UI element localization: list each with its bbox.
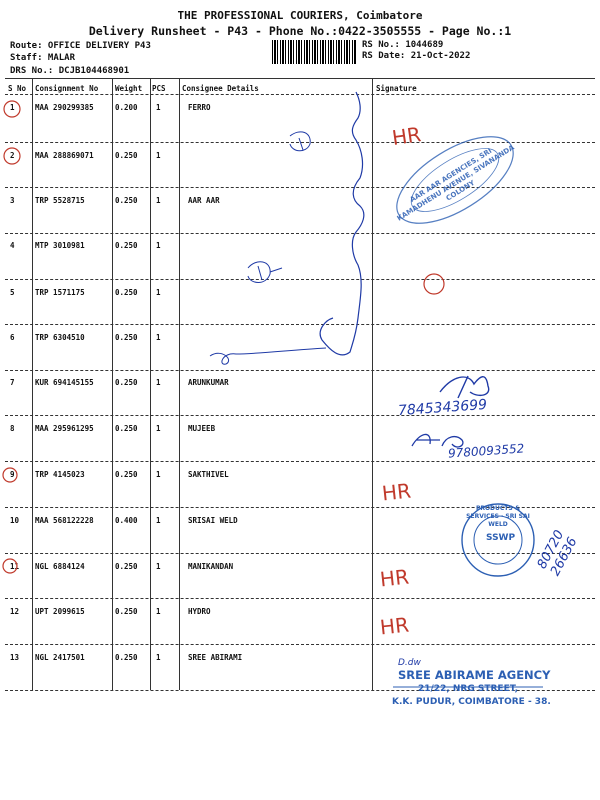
row-consignment: NGL 2417501 xyxy=(35,653,85,662)
staff-label: Staff: MALAR xyxy=(10,53,76,63)
row-sno: 11 xyxy=(10,562,20,571)
column-header-pcs: PCS xyxy=(152,84,166,93)
aar-aar-stamp-text: AAR AAR AGENCIES, SRI KAMADHENU AVENUE, SIVANANDA COLONY xyxy=(395,143,516,223)
srisai-stamp-text: PRODUCTS & SERVICES · SRI SAI WELD xyxy=(466,505,530,528)
row-consignment: TRP 1571175 xyxy=(35,288,85,297)
route-label: Route: OFFICE DELIVERY P43 xyxy=(10,41,151,51)
handwritten-hr: HR xyxy=(378,612,411,640)
row-weight: 0.250 xyxy=(115,607,138,616)
row-weight: 0.250 xyxy=(115,562,138,571)
column-header-consignment: Consignment No xyxy=(35,84,99,93)
row-consignee: MANIKANDAN xyxy=(188,562,234,571)
handwritten-hr: HR xyxy=(380,478,413,506)
row-pcs: 1 xyxy=(156,607,161,616)
row-consignee: SREE ABIRAMI xyxy=(188,653,243,662)
row-sno: 1 xyxy=(10,103,15,112)
row-weight: 0.250 xyxy=(115,241,138,250)
row-weight: 0.250 xyxy=(115,151,138,160)
row-weight: 0.250 xyxy=(115,288,138,297)
row-consignee: FERRO xyxy=(188,103,211,112)
row-pcs: 1 xyxy=(156,470,161,479)
initial-scribble xyxy=(290,132,310,151)
row-pcs: 1 xyxy=(156,424,161,433)
bracket-scribble xyxy=(320,92,364,355)
row-sno: 2 xyxy=(10,151,15,160)
row-consignee: AAR AAR xyxy=(188,196,220,205)
signature-scribble xyxy=(440,376,489,398)
row-consignee: HYDRO xyxy=(188,607,211,616)
row-pcs: 1 xyxy=(156,562,161,571)
row-weight: 0.400 xyxy=(115,516,138,525)
circle-mark xyxy=(3,468,17,482)
column-header-signature: Signature xyxy=(376,84,417,93)
row-consignment: TRP 4145023 xyxy=(35,470,85,479)
row-sno: 10 xyxy=(10,516,20,525)
column-header-weight: Weight xyxy=(115,84,143,93)
row-consignment: TRP 5528715 xyxy=(35,196,85,205)
srisai-stamp-monogram: SSWP xyxy=(486,533,516,543)
row-consignee: MUJEEB xyxy=(188,424,216,433)
row-consignment: MAA 288869071 xyxy=(35,151,94,160)
handwritten-phone: 9780093552 xyxy=(447,441,525,461)
row-sno: 13 xyxy=(10,653,20,662)
row-weight: 0.250 xyxy=(115,470,138,479)
row-consignment: NGL 6884124 xyxy=(35,562,85,571)
row-sno: 4 xyxy=(10,241,15,250)
handwritten-hr: HR xyxy=(378,564,411,592)
row-pcs: 1 xyxy=(156,333,161,342)
runsheet-title: Delivery Runsheet - P43 - Phone No.:0422-3505555 - Page No.:1 xyxy=(88,24,512,38)
abirame-stamp-address: 21/22, NRG STREET, xyxy=(418,684,518,694)
circle-mark xyxy=(3,559,20,573)
row-pcs: 1 xyxy=(156,288,161,297)
row-sno: 8 xyxy=(10,424,15,433)
row-consignment: KUR 694145155 xyxy=(35,378,94,387)
row-sno: 5 xyxy=(10,288,15,297)
circle-mark xyxy=(4,148,20,164)
row-sno: 9 xyxy=(10,470,15,479)
row-consignment: MTP 3010981 xyxy=(35,241,85,250)
column-header-sno: S No xyxy=(8,84,27,93)
drs-number: DRS No.: DCJB104468901 xyxy=(10,66,130,76)
circle-mark xyxy=(4,101,20,117)
rs-date: RS Date: 21-Oct-2022 xyxy=(362,51,471,61)
row-weight: 0.250 xyxy=(115,378,138,387)
row-weight: 0.250 xyxy=(115,653,138,662)
handwritten-hr: HR xyxy=(390,122,423,150)
row-weight: 0.250 xyxy=(115,333,138,342)
initial-scribble xyxy=(248,262,282,283)
row-consignee: SRISAI WELD xyxy=(188,516,238,525)
circle-mark xyxy=(424,274,444,294)
row-pcs: 1 xyxy=(156,241,161,250)
abirame-stamp-name: SREE ABIRAME AGENCY xyxy=(398,668,551,682)
row-consignment: UPT 2099615 xyxy=(35,607,85,616)
row-consignment: MAA 568122228 xyxy=(35,516,94,525)
handwritten-initials: D.dw xyxy=(398,658,421,668)
abirame-stamp-address: K.K. PUDUR, COIMBATORE - 38. xyxy=(392,697,551,707)
row-sno: 7 xyxy=(10,378,15,387)
row-pcs: 1 xyxy=(156,151,161,160)
row-consignment: MAA 290299385 xyxy=(35,103,94,112)
company-title: THE PROFESSIONAL COURIERS, Coimbatore xyxy=(177,9,423,22)
row-pcs: 1 xyxy=(156,516,161,525)
row-consignment: TRP 6304510 xyxy=(35,333,85,342)
column-header-consignee: Consignee Details xyxy=(182,84,259,93)
row-weight: 0.250 xyxy=(115,196,138,205)
row-consignment: MAA 295961295 xyxy=(35,424,94,433)
signature-scribble xyxy=(210,348,326,364)
row-weight: 0.200 xyxy=(115,103,138,112)
row-weight: 0.250 xyxy=(115,424,138,433)
row-sno: 12 xyxy=(10,607,20,616)
handwritten-number: 80720 26636 xyxy=(534,527,581,579)
rs-number: RS No.: 1044689 xyxy=(362,40,444,50)
row-sno: 3 xyxy=(10,196,15,205)
row-consignee: SAKTHIVEL xyxy=(188,470,229,479)
row-pcs: 1 xyxy=(156,103,161,112)
row-pcs: 1 xyxy=(156,653,161,662)
row-pcs: 1 xyxy=(156,378,161,387)
row-sno: 6 xyxy=(10,333,15,342)
row-consignee: ARUNKUMAR xyxy=(188,378,229,387)
handwritten-phone: 7845343699 xyxy=(397,396,488,420)
row-pcs: 1 xyxy=(156,196,161,205)
